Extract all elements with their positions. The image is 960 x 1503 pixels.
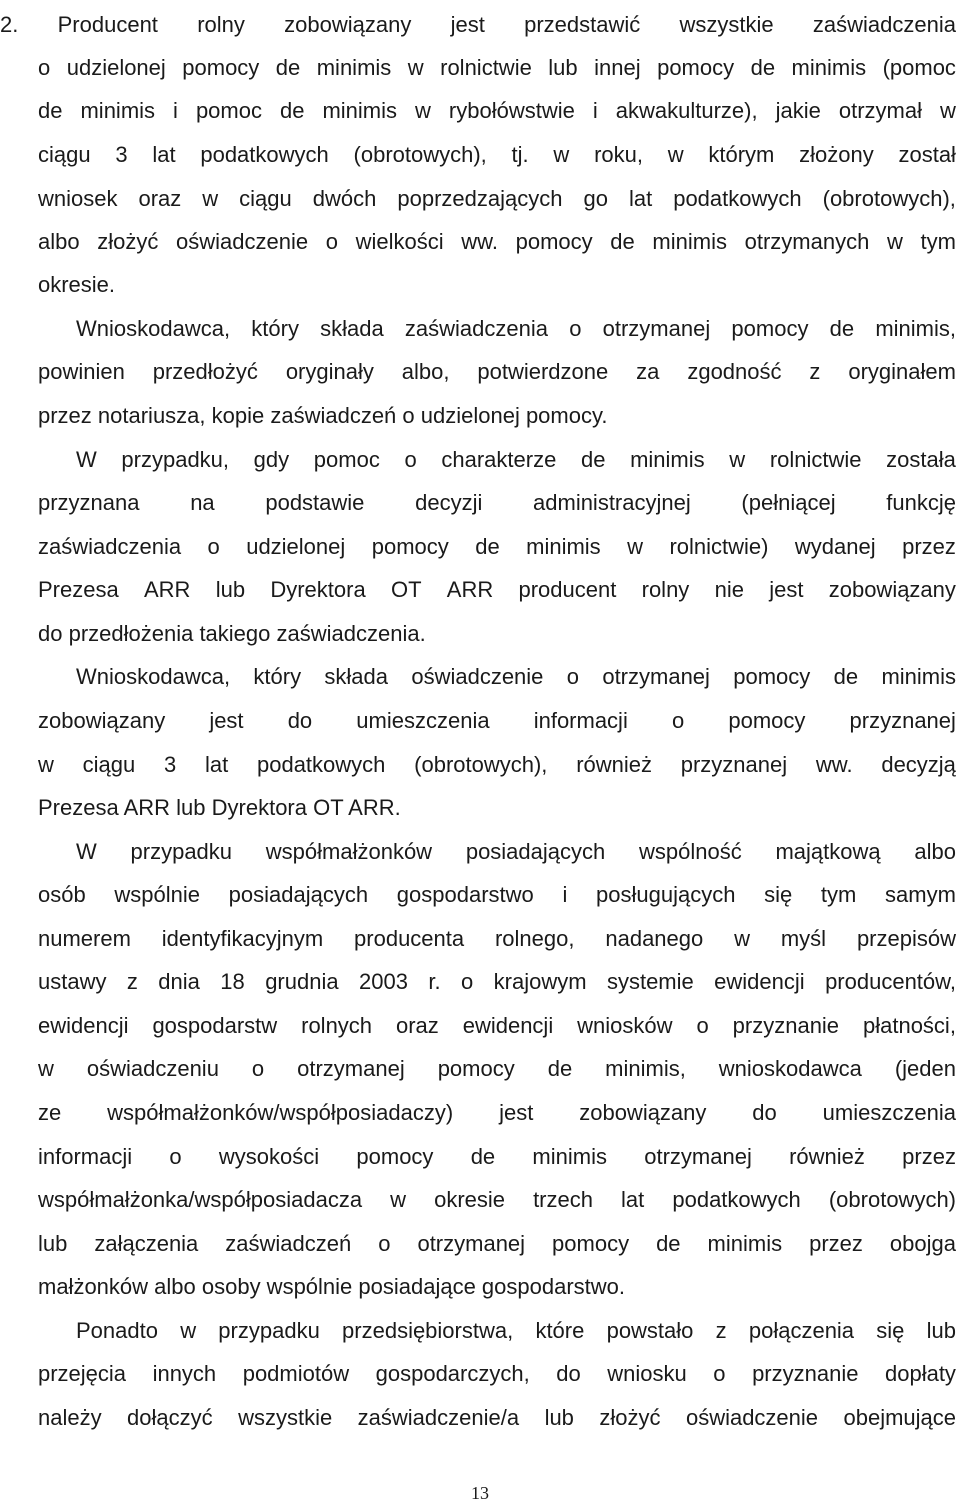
text-line: de minimis i pomoc de minimis w rybołówstwie i akwakulturze), jakie otrzymał w [38,98,956,123]
text-line: ewidencji gospodarstw rolnych oraz ewidencji wniosków o przyznanie płatności, [38,1013,956,1038]
text-line: Ponadto w przypadku przedsiębiorstwa, które powstało z połączenia się lub [76,1318,956,1343]
text-line: przez notariusza, kopie zaświadczeń o udzielonej pomocy. [38,403,608,428]
text-line: powinien przedłożyć oryginały albo, potwierdzone za zgodność z oryginałem [38,359,956,384]
text-line: Wnioskodawca, który składa zaświadczenia o otrzymanej pomocy de minimis, [76,316,956,341]
text-line: małżonków albo osoby wspólnie posiadające gospodarstwo. [38,1274,626,1299]
text-line: do przedłożenia takiego zaświadczenia. [38,621,426,646]
text-line: 2. Producent rolny zobowiązany jest przedstawić wszystkie zaświadczenia [0,12,956,37]
text-line: przejęcia innych podmiotów gospodarczych, do wniosku o przyznanie dopłaty [38,1361,956,1386]
text-line: w oświadczeniu o otrzymanej pomocy de minimis, wnioskodawca (jeden [38,1056,956,1081]
text-line: lub załączenia zaświadczeń o otrzymanej pomocy de minimis przez obojga [38,1231,956,1256]
text-line: okresie. [38,272,116,297]
text-line: W przypadku współmałżonków posiadających wspólność majątkową albo [76,839,956,864]
text-line: w ciągu 3 lat podatkowych (obrotowych), również przyznanej ww. decyzją [38,752,956,777]
text-line: informacji o wysokości pomocy de minimis otrzymanej również przez [38,1144,956,1169]
text-line: Prezesa ARR lub Dyrektora OT ARR. [38,795,401,820]
text-line: ze współmałżonków/współposiadaczy) jest zobowiązany do umieszczenia [38,1100,956,1125]
text-line: ustawy z dnia 18 grudnia 2003 r. o krajowym systemie ewidencji producentów, [38,969,956,994]
text-line: numerem identyfikacyjnym producenta rolnego, nadanego w myśl przepisów [38,926,956,951]
text-line: osób wspólnie posiadających gospodarstwo i posługujących się tym samym [38,882,956,907]
text-line: przyznana na podstawie decyzji administracyjnej (pełniącej funkcję [38,490,956,515]
text-line: Prezesa ARR lub Dyrektora OT ARR producent rolny nie jest zobowiązany [38,577,956,602]
text-line: Wnioskodawca, który składa oświadczenie o otrzymanej pomocy de minimis [76,664,956,689]
text-line: W przypadku, gdy pomoc o charakterze de minimis w rolnictwie została [76,447,956,472]
text-line: współmałżonka/współposiadacza w okresie trzech lat podatkowych (obrotowych) [38,1187,956,1212]
text-line: zaświadczenia o udzielonej pomocy de minimis w rolnictwie) wydanej przez [38,534,956,559]
page-number: 13 [471,1483,489,1503]
text-line: zobowiązany jest do umieszczenia informacji o pomocy przyznanej [38,708,956,733]
text-line: należy dołączyć wszystkie zaświadczenie/a lub złożyć oświadczenie obejmujące [38,1405,956,1430]
text-line: albo złożyć oświadczenie o wielkości ww. pomocy de minimis otrzymanych w tym [38,229,956,254]
text-line: ciągu 3 lat podatkowych (obrotowych), tj. w roku, w którym złożony został [38,142,956,167]
text-line: wniosek oraz w ciągu dwóch poprzedzających go lat podatkowych (obrotowych), [38,186,956,211]
text-line: o udzielonej pomocy de minimis w rolnictwie lub innej pomocy de minimis (pomoc [38,55,956,80]
